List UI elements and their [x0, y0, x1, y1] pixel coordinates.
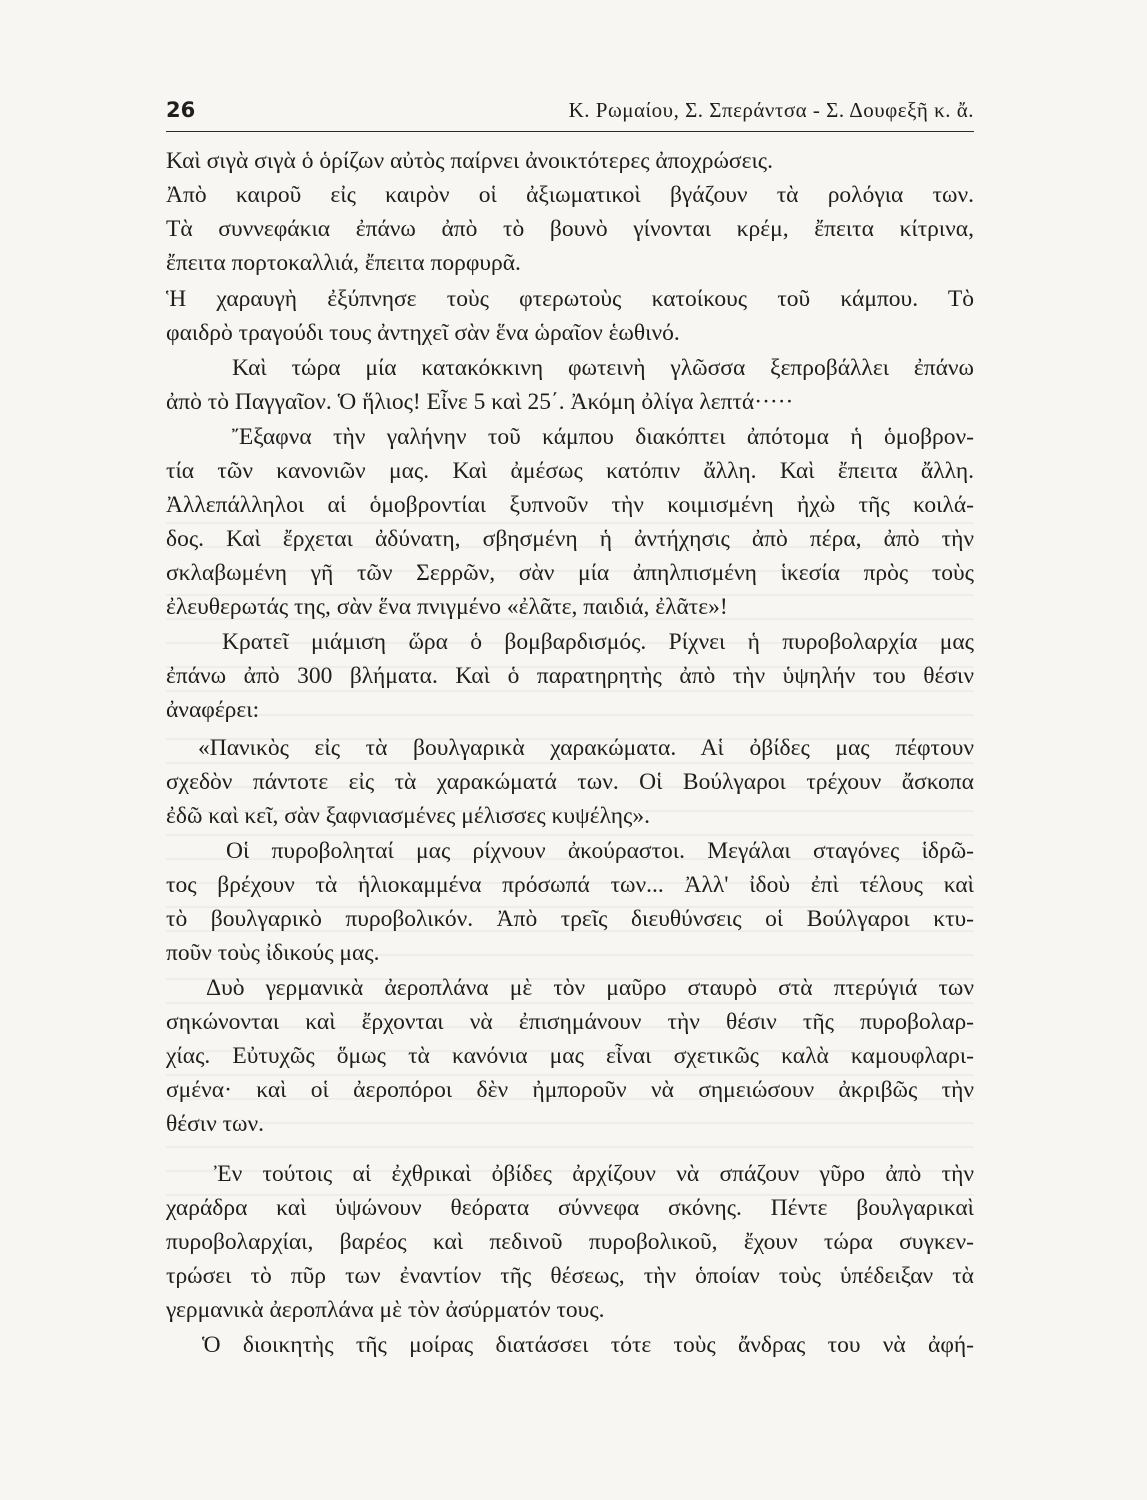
text-line: «Πανικὸς εἰς τὰ βουλγαρικὰ χαρακώματα. Αἱ ὀβίδες μας πέφτουν — [198, 735, 974, 761]
text-line: ἀπὸ τὸ Παγγαῖον. Ὁ ἥλιος! Εἶνε 5 καὶ 25΄. Ἀκόμη ὀλίγα λεπτά····· — [166, 389, 794, 415]
text-line: ἐπάνω ἀπὸ 300 βλήματα. Καὶ ὁ παρατηρητὴς ἀπὸ τὴν ὑψηλήν του θέσιν — [166, 663, 974, 689]
text-line: τος βρέχουν τὰ ἡλιοκαμμένα πρόσωπά των... Ἀλλ' ἰδοὺ ἐπὶ τέλους καὶ — [166, 872, 974, 898]
page-number: 26 — [166, 98, 196, 122]
text-line: Ἔξαφνα τὴν γαλήνην τοῦ κάμπου διακόπτει ἀπότομα ἡ ὁμοβρον- — [232, 424, 974, 450]
text-line: χαράδρα καὶ ὑψώνουν θεόρατα σύννεφα σκόνης. Πέντε βουλγαρικαὶ — [166, 1195, 974, 1221]
page-header — [166, 98, 974, 128]
text-line: γερμανικὰ ἀεροπλάνα μὲ τὸν ἀσύρματόν τους. — [166, 1297, 605, 1323]
text-line: ποῦν τοὺς ἰδικούς μας. — [166, 940, 380, 966]
text-line: Ἀπὸ καιροῦ εἰς καιρὸν οἱ ἀξιωματικοὶ βγάζουν τὰ ρολόγια των. — [166, 182, 974, 208]
text-line: φαιδρὸ τραγούδι τους ἀντηχεῖ σὰν ἕνα ὡραῖον ἑωθινό. — [166, 320, 680, 346]
text-line: σηκώνονται καὶ ἔρχονται νὰ ἐπισημάνουν τὴν θέσιν τῆς πυροβολαρ- — [166, 1009, 974, 1035]
running-head: Κ. Ρωμαίου, Σ. Σπεράντσα - Σ. Δουφεξῆ κ. ἄ. — [568, 98, 974, 122]
text-line: πυροβολαρχίαι, βαρέος καὶ πεδινοῦ πυροβολικοῦ, ἔχουν τώρα συγκεν- — [166, 1229, 974, 1255]
text-line: ἔπειτα πορτοκαλλιά, ἔπειτα πορφυρᾶ. — [166, 250, 521, 276]
text-line: σχεδὸν πάντοτε εἰς τὰ χαρακώματά των. Οἱ Βούλγαροι τρέχουν ἄσκοπα — [166, 769, 974, 795]
text-line: Δυὸ γερμανικὰ ἀεροπλάνα μὲ τὸν μαῦρο σταυρὸ στὰ πτερύγιά των — [206, 975, 974, 1001]
text-line: θέσιν των. — [166, 1111, 265, 1137]
text-line: τὸ βουλγαρικὸ πυροβολικόν. Ἀπὸ τρεῖς διευθύνσεις οἱ Βούλγαροι κτυ- — [166, 906, 974, 932]
text-line: χίας. Εὐτυχῶς ὅμως τὰ κανόνια μας εἶναι σχετικῶς καλὰ καμουφλαρι- — [166, 1043, 974, 1069]
text-line: Ἡ χαραυγὴ ἐξύπνησε τοὺς φτερωτοὺς κατοίκους τοῦ κάμπου. Τὸ — [166, 286, 974, 312]
text-line: ἐλευθερωτάς της, σὰν ἕνα πνιγμένο «ἐλᾶτε, παιδιά, ἐλᾶτε»! — [166, 594, 728, 620]
text-line: Κρατεῖ μιάμιση ὥρα ὁ βομβαρδισμός. Ρίχνει ἡ πυροβολαρχία μας — [222, 629, 974, 655]
text-line: δος. Καὶ ἔρχεται ἀδύνατη, σβησμένη ἡ ἀντήχησις ἀπὸ πέρα, ἀπὸ τὴν — [166, 526, 974, 552]
header-rule — [166, 131, 974, 132]
text-line: Ἀλλεπάλληλοι αἱ ὁμοβροντίαι ξυπνοῦν τὴν κοιμισμένη ἠχὼ τῆς κοιλά- — [166, 492, 974, 518]
text-line: σκλαβωμένη γῆ τῶν Σερρῶν, σὰν μία ἀπηλπισμένη ἱκεσία πρὸς τοὺς — [166, 560, 974, 586]
text-line: σμένα· καὶ οἱ ἀεροπόροι δὲν ἠμποροῦν νὰ σημειώσουν ἀκριβῶς τὴν — [166, 1077, 974, 1103]
text-line: Τὰ συννεφάκια ἐπάνω ἀπὸ τὸ βουνὸ γίνονται κρέμ, ἔπειτα κίτρινα, — [166, 216, 974, 242]
text-line: ἐδῶ καὶ κεῖ, σὰν ξαφνιασμένες μέλισσες κυψέλης». — [166, 803, 650, 829]
text-line: τρώσει τὸ πῦρ των ἐναντίον τῆς θέσεως, τὴν ὁποίαν τοὺς ὑπέδειξαν τὰ — [166, 1263, 974, 1289]
text-line: τία τῶν κανονιῶν μας. Καὶ ἀμέσως κατόπιν ἄλλη. Καὶ ἔπειτα ἄλλη. — [166, 458, 974, 484]
text-line: Ἐν τούτοις αἱ ἐχθρικαὶ ὀβίδες ἀρχίζουν νὰ σπάζουν γῦρο ἀπὸ τὴν — [214, 1161, 974, 1187]
text-line: Οἱ πυροβοληταί μας ρίχνουν ἀκούραστοι. Μεγάλαι σταγόνες ἱδρῶ- — [226, 838, 974, 864]
text-line: Ὁ διοικητὴς τῆς μοίρας διατάσσει τότε τοὺς ἄνδρας του νὰ ἀφή- — [202, 1332, 974, 1358]
text-line: Καὶ τώρα μία κατακόκκινη φωτεινὴ γλῶσσα ξεπροβάλλει ἐπάνω — [232, 355, 974, 381]
text-line: ἀναφέρει: — [166, 697, 260, 723]
text-line: Καὶ σιγὰ σιγὰ ὁ ὁρίζων αὐτὸς παίρνει ἀνοικτότερες ἀποχρώσεις. — [166, 148, 773, 174]
